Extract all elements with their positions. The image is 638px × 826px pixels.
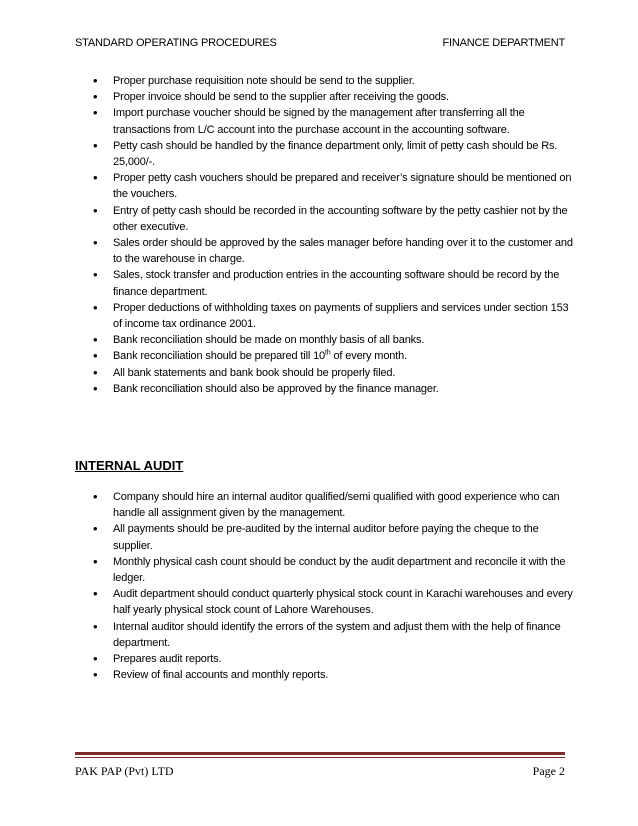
list-item: • Sales order should be approved by the sales manager before handing over it to the customer and to the warehouse in charge. bbox=[93, 235, 573, 267]
footer-company: PAK PAP (Pvt) LTD bbox=[75, 764, 174, 778]
list-item: • Petty cash should be handled by the finance department only, limit of petty cash should be Rs. 25,000/-. bbox=[93, 138, 573, 170]
internal-audit-list bbox=[93, 489, 573, 683]
list-item: • Proper invoice should be send to the supplier after receiving the goods. bbox=[93, 89, 573, 105]
header-left: STANDARD OPERATING PROCEDURES bbox=[75, 37, 277, 49]
list-item-text: of every month. bbox=[330, 350, 408, 363]
list-item: • Audit department should conduct quarterly physical stock count in Karachi warehouses and every half yearly physical stock count of Lahore Warehouses. bbox=[93, 586, 573, 618]
list-item: • Import purchase voucher should be signed by the management after transferring all the transactions from L/C account into the purchase account in the accounting software. bbox=[93, 105, 573, 137]
list-item: • All bank statements and bank book should be properly filed. bbox=[93, 365, 573, 381]
section-title-internal-audit: INTERNAL AUDIT bbox=[75, 458, 184, 473]
list-item-text: Bank reconciliation should be prepared till 10 bbox=[113, 350, 326, 363]
list-item: • Bank reconciliation should be made on monthly basis of all banks. bbox=[93, 332, 573, 348]
header-right: FINANCE DEPARTMENT bbox=[442, 37, 565, 49]
list-item: • Proper purchase requisition note should be send to the supplier. bbox=[93, 73, 573, 89]
list-item: • Sales, stock transfer and production entries in the accounting software should be record by the finance department. bbox=[93, 267, 573, 299]
list-item: • Monthly physical cash count should be conduct by the audit department and reconcile it with the ledger. bbox=[93, 554, 573, 586]
finance-procedures-list bbox=[93, 73, 573, 397]
list-item: • Company should hire an internal auditor qualified/semi qualified with good experience who can handle all assignment given by the management. bbox=[93, 489, 573, 521]
list-item: • Review of final accounts and monthly reports. bbox=[93, 667, 573, 683]
list-item: • Entry of petty cash should be recorded in the accounting software by the petty cashier not by the other executive. bbox=[93, 203, 573, 235]
ordinal-suffix: th bbox=[325, 349, 331, 357]
page-footer bbox=[75, 764, 565, 779]
list-item: • Proper deductions of withholding taxes on payments of suppliers and services under section 153 of income tax ordinance 2001. bbox=[93, 300, 573, 332]
list-item: • All payments should be pre-audited by the internal auditor before paying the cheque to the supplier. bbox=[93, 521, 573, 553]
list-item: • Bank reconciliation should also be approved by the finance manager. bbox=[93, 381, 573, 397]
list-item: • Proper petty cash vouchers should be prepared and receiver’s signature should be mentioned on the vouchers. bbox=[93, 170, 573, 202]
list-item: • Prepares audit reports. bbox=[93, 651, 573, 667]
page-header bbox=[75, 37, 565, 49]
footer-divider-thin bbox=[75, 757, 565, 758]
footer-divider-thick bbox=[75, 752, 565, 755]
list-item bbox=[93, 348, 573, 364]
page-number: Page 2 bbox=[532, 764, 565, 778]
list-item: • Internal auditor should identify the errors of the system and adjust them with the help of finance department. bbox=[93, 619, 573, 651]
